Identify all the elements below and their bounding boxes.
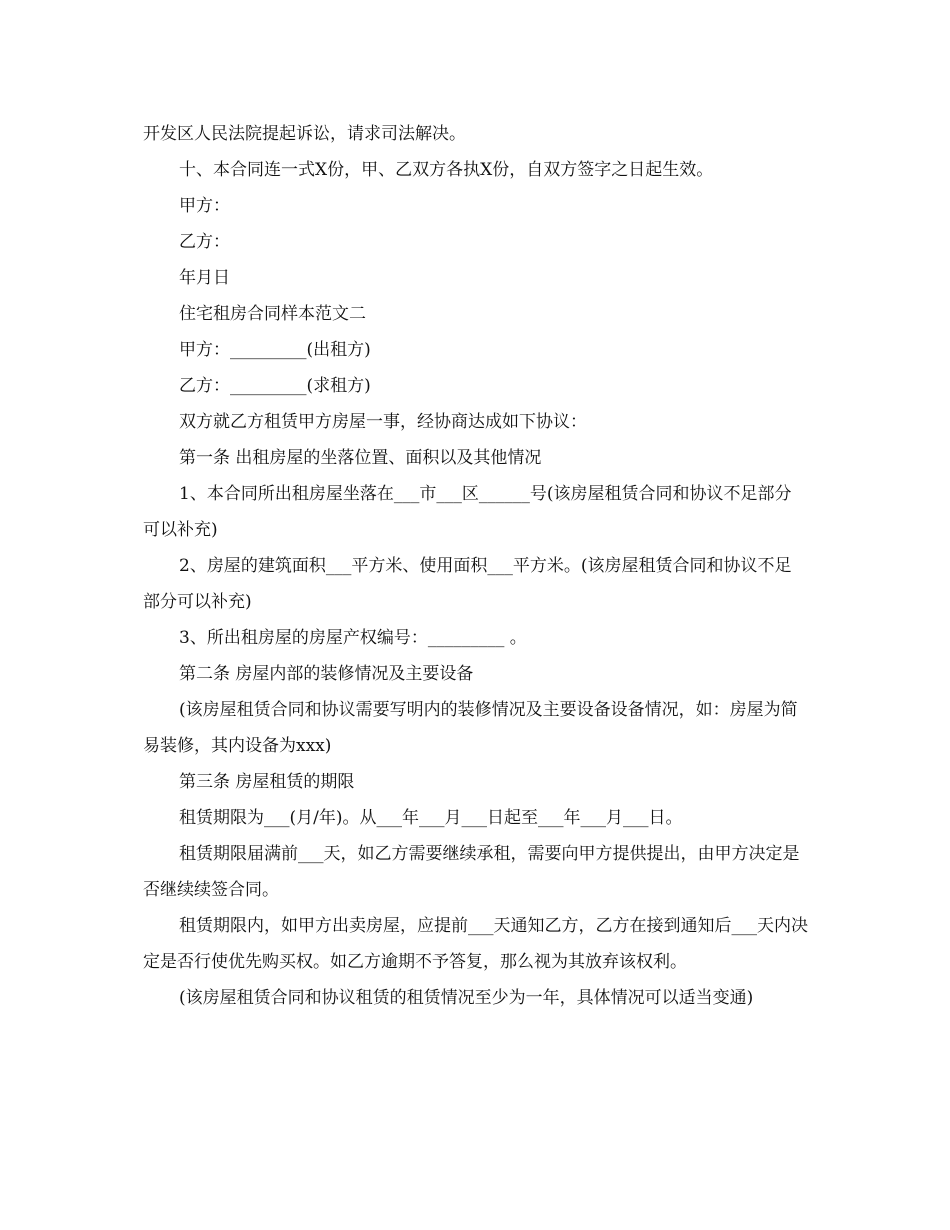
party-b-lessee-line: 乙方：_________(求租方) <box>179 376 371 396</box>
article-one-heading: 第一条 出租房屋的坐落位置、面积以及其他情况 <box>179 448 542 468</box>
document-body <box>143 116 808 1016</box>
article-two-heading: 第二条 房屋内部的装修情况及主要设备 <box>179 664 474 684</box>
party-a-lessor-line: 甲方：_________(出租方) <box>179 340 371 360</box>
article-one-item-1: 1、本合同所出租房屋坐落在___市___区______号(该房屋租赁合同和协议不足部分可以补充) <box>143 484 792 540</box>
party-a-signature-line: 甲方： <box>179 196 230 216</box>
purchase-right-paragraph: 租赁期限内，如甲方出卖房屋，应提前___天通知乙方，乙方在接到通知后___天内决定是否行使优先购买权。如乙方逾期不予答复，那么视为其放弃该权利。 <box>143 916 808 972</box>
article-three-heading: 第三条 房屋租赁的期限 <box>179 772 355 792</box>
date-line: 年月日 <box>179 268 230 288</box>
paragraph-copies-clause: 十、本合同连一式X份，甲、乙双方各执X份，自双方签字之日起生效。 <box>179 160 714 180</box>
agreement-intro: 双方就乙方租赁甲方房屋一事，经协商达成如下协议： <box>179 412 587 432</box>
article-two-note: (该房屋租赁合同和协议需要写明内的装修情况及主要设备设备情况，如：房屋为简易装修，其内设备为xxx) <box>143 700 798 756</box>
lease-term-paragraph: 租赁期限为___(月/年)。从___年___月___日起至___年___月___日。 <box>179 808 683 828</box>
section-title: 住宅租房合同样本范文二 <box>179 304 366 324</box>
party-b-signature-line: 乙方： <box>179 232 230 252</box>
renewal-paragraph: 租赁期限届满前___天，如乙方需要继续承租，需要向甲方提供提出，由甲方决定是否继续续签合同。 <box>143 844 800 900</box>
lease-duration-note: (该房屋租赁合同和协议租赁的租赁情况至少为一年，具体情况可以适当变通) <box>179 988 754 1008</box>
article-one-item-3: 3、所出租房屋的房屋产权编号：_________ 。 <box>179 628 527 648</box>
article-one-item-2: 2、房屋的建筑面积___平方米、使用面积___平方米。(该房屋租赁合同和协议不足部分可以补充) <box>143 556 792 612</box>
paragraph-lawsuit-clause: 开发区人民法院提起诉讼，请求司法解决。 <box>143 124 466 144</box>
